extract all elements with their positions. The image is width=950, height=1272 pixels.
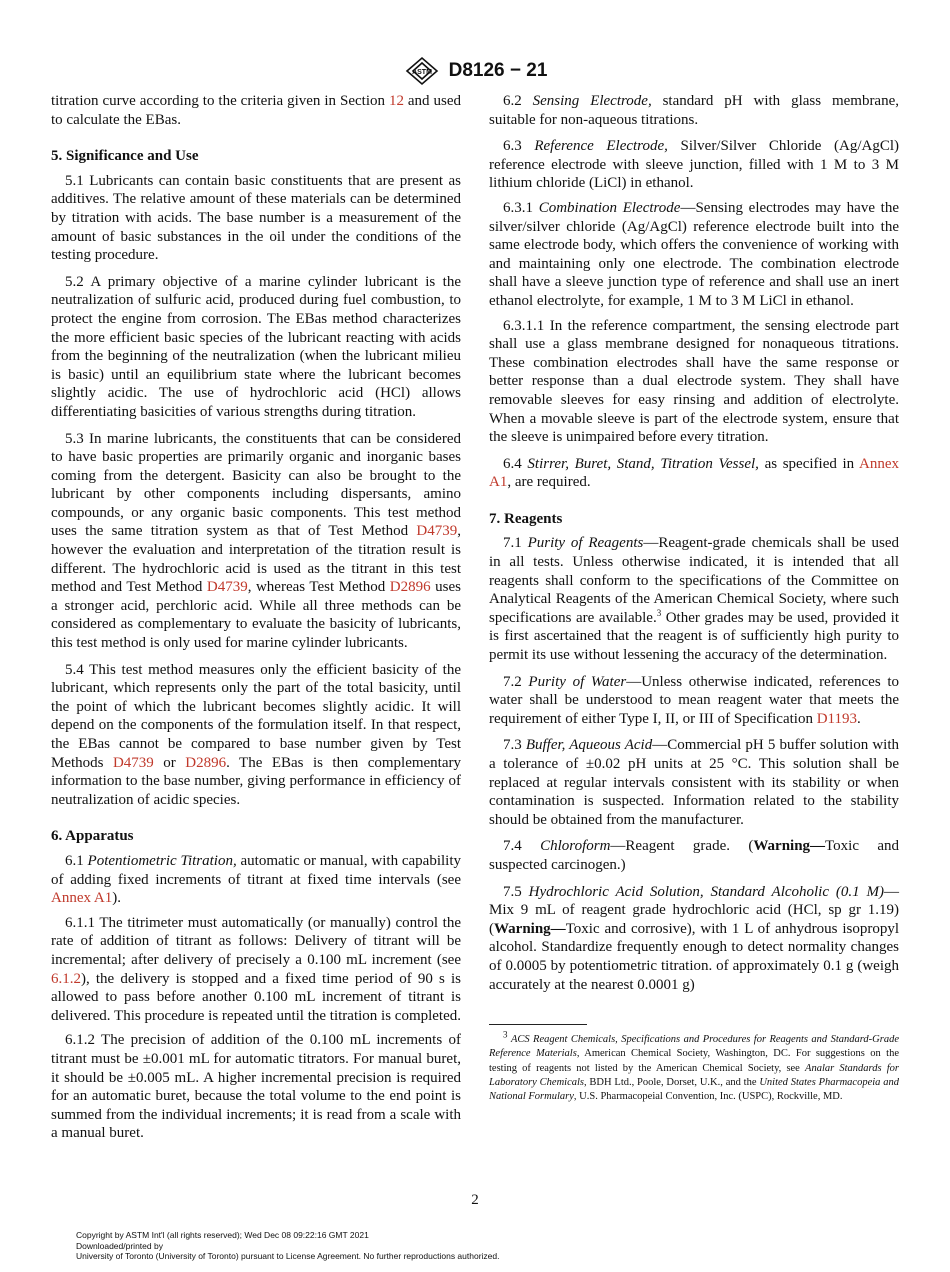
heading-apparatus: 6. Apparatus [51,828,134,845]
heading-significance-and-use: 5. Significance and Use [51,148,199,165]
license-line: University of Toronto (University of Toronto) pursuant to License Agreement. No further reproductions authorized. [76,1251,500,1261]
section-12-link[interactable]: 12 [388,93,404,109]
d4739-link[interactable]: D4739 [416,523,458,540]
intro-paragraph: titration curve according to the criteria given in Section 12 and used to calculate the EBas. [51,93,461,128]
footnote-3: $^3$ ACS Reagent Chemicals, Specifications and Procedures for Reagents and Standard-Grade Reference Materials, American Chemical Society, Washington, DC. For suggestions on the testing of reagents not listed by the American Chemical Society, see Analar Standards for Laboratory Chemicals, BDH Ltd., Poole, Dorset, U.K., and the United States Pharmacopeia and National Formulary, U.S. Pharmacopeial Convention, Inc. (USPC), Rockville, MD. [489,1029,900,1102]
heading-reagents: 7. Reagents [489,510,563,527]
paragraph-7-2: 7.2 Purity of Water—Unless otherwise indicated, references to water shall be understood to mean reagent water that meets the requirement of either Type I, II, or III of Specification D1193. [489,673,900,727]
paragraph-7-4: 7.4 Chloroform—Reagent grade. (Warning—Toxic and suspected carcinogen.) [489,838,900,873]
page-number: 2 [471,1192,479,1208]
paragraph-7-1: 7.1 Purity of Reagents—Reagent-grade chemicals shall be used in all tests. Unless otherwise indicated, it is intended that all reagents shall conform to the specifications of the Committee on Analytical Reagents of the American Chemical Society, where such specifications are available.$^3$ Other grades may be used, provided it is first ascertained that the reagent is of sufficiently high purity to permit its use without lessening the accuracy of the determination. [489,535,899,664]
paragraph-6-1: 6.1 Potentiometric Titration, automatic or manual, with capability of adding fixed increments of titrant at fixed time intervals (see Annex A1). [51,852,461,907]
paragraph-6-2: 6.2 Sensing Electrode, standard pH with glass membrane, suitable for non-aqueous titrations. [489,93,900,128]
paragraph-6-1-2: 6.1.2 The precision of addition of the 0.100 mL increments of titrant must be ±0.001 mL for automatic titrators. For manual buret, it should be ±0.005 mL. A higher incremental precision is required for an automatic buret, because the total volume to the end point is summed from the individual increments; it is read from a scale with a manual buret. [51,1032,461,1142]
paragraph-5-3: 5.3 In marine lubricants, the constituents that can be considered to have basic properties are primarily organic and inorganic bases coming from the detergent. Basicity can also be brought to the lubricant by other components including dispersants, amino compounds, or any organic basic components. This test method uses the same titration system as that of Test Method D4739, however the evaluation and interpretation of the titration result is different. The hydrochloric acid is used as the titrant in this test method and Test Method D4739, whereas Test Method D2896 uses a stronger acid, perchloric acid. While all three methods can be considered as complementary to evaluate the basicity of lubricants, this test method is only used for marine cylinder lubricants. [51,430,461,652]
paragraph-5-2: 5.2 A primary objective of a marine cylinder lubricant is the neutralization of sulfuric acid, produced during fuel combustion, to protect the engine from corrosion. The EBas method characterizes the more efficient basic species of the lubricant reacting with acids from the beginning of the neutralization (when the lubricant milieu is basic) until an equilibrium state where the lubricant becomes slightly acidic. The use of hydrochloric acid (HCl) allows differentiating basicities of various strengths during titration. [51,273,461,420]
paragraph-6-4: 6.4 Stirrer, Buret, Stand, Titration Vessel, as specified in Annex A1, are required. [489,455,900,491]
section-6-1-2-link[interactable]: 6.1.2 [51,970,81,987]
paragraph-7-5: 7.5 Hydrochloric Acid Solution, Standard Alcoholic (0.1 M)—Mix 9 mL of reagent grade hydrochloric acid (HCl, sp gr 1.19) (Warning—Toxic and corrosive), with 1 L of anhydrous isopropyl alcohol. Standardize frequently enough to detect normality changes of 0.0005 by potentiometric titration. of approximately 0.1 g (weigh accurately at the nearest 0.0001 g) [489,883,899,993]
paragraph-6-3: 6.3 Reference Electrode, Silver/Silver Chloride (Ag/AgCl) reference electrode with sleeve junction, filled with 1 M to 3 M lithium chloride (LiCl) in ethanol. [489,138,899,192]
d2896-link[interactable]: D2896 [389,579,431,596]
footnote-ref-3[interactable]: 3 [656,607,662,618]
paragraph-5-4: 5.4 This test method measures only the efficient basicity of the lubricant, which represents only the part of the total basicity, until the point of which the lubricant becomes slightly acidic. It will depend on the components of the formulation itself. In that respect, the EBas cannot be compared to base number given by Test Methods D4739 or D2896. The EBas is then complementary information to the base number, giving performance in efficiency of neutralization of acidic species. [51,661,462,808]
page-header [0,56,950,86]
download-line: Downloaded/printed by [76,1240,163,1251]
right-column [489,92,899,1110]
svg-text:ASTM: ASTM [411,69,432,76]
d1193-link[interactable]: D1193 [816,710,857,727]
copyright-notice [76,1230,500,1262]
annex-a1-link[interactable]: Annex A1 [489,455,900,491]
document-designation: D8126 − 21 [448,60,548,81]
annex-a1-link[interactable]: Annex A1 [51,890,113,907]
d4739-link[interactable]: D4739 [206,579,248,596]
copyright-line: Copyright by ASTM Int'l (all rights reserved); Wed Dec 08 09:22:16 GMT 2021 [76,1230,369,1240]
paragraph-6-3-1-1: 6.3.1.1 In the reference compartment, the sensing electrode part shall use a glass membrane designed for nonaqueous titrations. These combination electrodes shall have the same response or better response than a dual electrode system. They shall have removable sleeves for easy rinsing and addition of electrolyte. When a movable sleeve is part of the electrode system, ensure that the sleeve is unimpaired before every titration. [489,317,899,446]
paragraph-6-1-1: 6.1.1 The titrimeter must automatically (or manually) control the rate of addition of titrant as follows: Delivery of titrant will be incremental; after delivery of precisely a 0.100 mL increment (see 6.1.2), the delivery is stopped and a fixed time period of 90 s is allowed to pass before another 0.100 mL increment of titrant is delivered. This procedure is repeated until the titration is completed. [51,914,462,1024]
paragraph-5-1: 5.1 Lubricants can contain basic constituents that are present as additives. The relative amount of these materials can be determined by titration with acids. The base number is a measurement of the amount of basic substances in the oil under the conditions of the testing procedure. [51,172,461,264]
d2896-link[interactable]: D2896 [185,754,227,771]
paragraph-6-3-1: 6.3.1 Combination Electrode—Sensing electrodes may have the silver/silver chloride (Ag/AgCl) reference electrode built into the same electrode body, which offers the convenience of working with and maintaining only one electrode. The combination electrode shall have a sleeve junction type of reference and shall use an inert ethanol electrolyte, for example, 1 M to 3 M LiCl in ethanol. [489,199,899,309]
left-column [51,92,461,1149]
astm-logo-icon [403,56,441,86]
paragraph-7-3: 7.3 Buffer, Aqueous Acid—Commercial pH 5 buffer solution with a tolerance of ±0.02 pH units at 25 °C. This solution shall be replaced at regular intervals consistent with its stability or when contamination is suspected. Information related to the stability should be obtained from the manufacturer. [489,737,899,828]
d4739-link[interactable]: D4739 [112,754,154,771]
footnote-divider [489,1024,587,1025]
